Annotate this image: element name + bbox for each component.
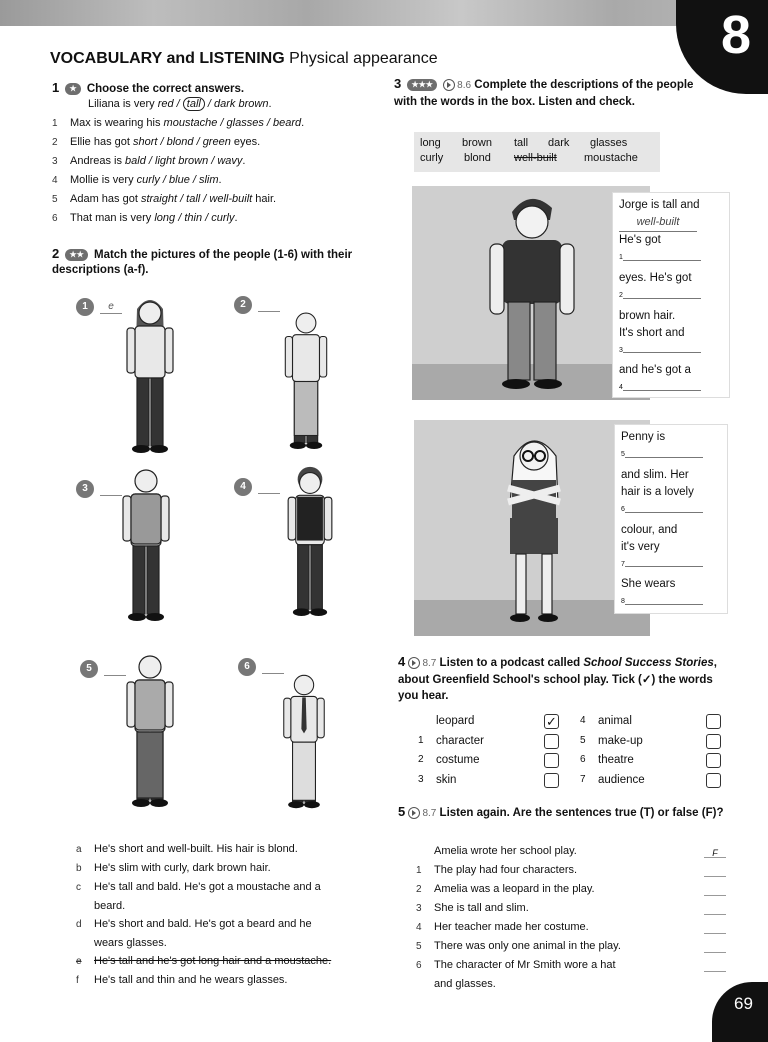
ex1-item-options[interactable]: bald / light brown / wavy [125,155,243,167]
ex1-example-sep: / [173,98,183,110]
ex4-word: make-up [598,734,643,747]
audio-track-icon[interactable] [408,657,420,669]
word-box-item: well-built [514,152,557,164]
ex1-item [52,133,372,152]
gap-8[interactable] [625,602,703,605]
person-1-figure [127,300,173,453]
gap-7[interactable] [625,564,703,567]
jorge-figure [472,190,592,400]
page-number: 69 [734,994,753,1013]
ex4-word: skin [436,773,457,786]
penny-line-1: Penny is [621,431,666,443]
gap-number-4: 4 [619,384,623,392]
description-letter: f [76,975,79,986]
ex1-item-options[interactable]: long / thin / curly [154,212,235,224]
ex1-item-number: 5 [52,194,58,205]
jorge-line-5: and he's got a [619,364,691,377]
gap-number-8: 8 [621,598,625,606]
ex1-item-number: 2 [52,137,58,148]
gap-number-1: 1 [619,254,623,261]
ex2-description-a [76,840,376,859]
ex5-statement [416,861,728,880]
ex5-audio-track: 8.7 [422,808,437,819]
ex1-item-pre: Andreas is [70,155,126,167]
ex3-instruction: Complete the descriptions of the people with the words in the box. Listen and check. [394,79,694,108]
picture-answer-3[interactable] [100,483,122,496]
gap-4[interactable] [623,388,701,391]
ex1-example-pre: Liliana is very [88,98,158,110]
exercise-1 [52,80,372,228]
ex5-answer[interactable] [704,920,726,934]
word-box-item: moustache [584,152,638,164]
word-box-item: dark [548,137,570,149]
ex5-statement-text: Amelia wrote her school play. [434,845,577,857]
unit-number: 8 [720,5,752,65]
description-letter: b [76,863,82,874]
picture-answer-1[interactable]: e [100,301,122,314]
ex1-item-post: . [242,155,246,167]
ex1-item-pre: Max is wearing his [70,117,164,129]
ex5-statement-text: The character of Mr Smith wore a hat [434,959,616,971]
ex5-statement-text-cont: and glasses. [434,978,496,990]
title-bold: VOCABULARY and LISTENING [50,50,285,67]
word-box-item: blond [464,152,491,164]
gap-3[interactable] [623,350,701,353]
ex4-tickbox[interactable] [544,734,559,749]
word-box-item: brown [462,137,492,149]
person-3-figure [123,470,169,621]
jorge-intro: Jorge is tall and [619,199,700,211]
ex4-word: character [436,734,484,747]
ex5-item-number: 4 [416,922,422,933]
ex2-description-d-cont [76,934,376,952]
ex5-item-number: 3 [416,903,422,914]
ex1-item-options[interactable]: moustache / glasses / beard [163,117,302,129]
jorge-example-answer: well-built [619,214,697,232]
ex1-item [52,190,372,209]
jorge-line-2: eyes. He's got [619,271,692,284]
ex4-item-number: 5 [580,734,586,746]
ex2-description-e [76,952,376,971]
ex4-tickbox[interactable]: ✓ [544,714,559,729]
gap-1[interactable] [623,258,701,261]
ex1-item-pre: Ellie has got [70,136,133,148]
ex2-description-b [76,859,376,878]
ex5-answer[interactable] [704,958,726,972]
picture-number: 1 [76,298,94,316]
gap-number-5: 5 [621,451,625,458]
ex1-item-options[interactable]: straight / tall / well-built [140,193,253,205]
ex5-answer[interactable] [704,882,726,896]
description-text: He's short and well-built. His hair is blond. [94,843,298,855]
jorge-line-3: brown hair. [619,309,676,322]
gap-2[interactable] [623,296,701,299]
ex5-statement-cont [416,975,728,994]
exercise-2 [52,246,372,278]
ex1-example-sep2: / [204,98,215,110]
difficulty-1-icon: ★ [65,83,80,95]
gap-number-6: 6 [621,505,625,513]
picture-answer-2[interactable] [258,299,280,312]
ex4-tickbox[interactable] [544,753,559,768]
penny-line-6: She wears [621,578,676,591]
penny-line-3: hair is a lovely [621,485,694,498]
ex4-tickbox[interactable] [706,753,721,768]
ex2-description-d [76,915,376,934]
jorge-text-panel [612,192,730,398]
ex1-item-post: eyes. [230,136,261,148]
ex1-item-number: 3 [52,156,58,167]
ex5-statement-text: There was only one animal in the play. [434,940,621,952]
difficulty-2-icon: ★★ [65,249,87,261]
description-text: He's tall and bald. He's got a moustache and a [94,881,321,893]
picture-answer-4[interactable] [258,481,280,494]
ex5-answer[interactable] [704,863,726,877]
picture-number: 4 [234,478,252,496]
description-text-cont: wears glasses. [94,937,167,949]
ex5-statement [416,918,728,937]
ex1-item-post: hair. [252,193,277,205]
word-box-item: curly [420,152,444,164]
penny-figure [484,426,584,636]
person-4-figure [288,467,332,616]
ex5-statement [416,899,728,918]
title-rest: Physical appearance [289,50,438,67]
ex5-item-number: 2 [416,884,422,895]
description-text-cont: beard. [94,900,126,912]
gap-5[interactable] [625,455,703,458]
gap-number-3: 3 [619,346,623,354]
ex1-item-post: . [218,174,222,186]
ex1-item-post: . [301,117,305,129]
penny-text-panel [614,424,728,614]
word-box-item: glasses [590,137,628,149]
ex4-word: leopard [436,715,475,727]
page-title [50,50,438,68]
ex1-example-opt3: dark brown [214,98,269,110]
ex4-item-number: 7 [580,773,586,785]
exercise-5 [398,804,728,822]
ex3-number: 3 [394,76,402,91]
ex5-item-number: 5 [416,941,422,952]
person-2-figure [285,313,326,449]
ex5-statement [416,937,728,956]
ex4-instruction-pre: Listen to a podcast called [439,657,584,669]
ex2-number: 2 [52,246,60,261]
ex1-number: 1 [52,80,60,95]
ex4-item-number: 6 [580,754,586,765]
ex4-instruction-post: , about Greenfield School's school play. Tick (✓) the words you hear. [398,657,717,702]
picture-label-4 [234,478,280,496]
ex1-item-options[interactable]: short / blond / green [132,136,231,148]
ex4-tickbox[interactable] [706,714,721,729]
gap-number-2: 2 [619,291,623,299]
description-letter: c [76,882,81,893]
ex5-item-number: 1 [416,865,422,876]
ex1-example-post: . [268,98,272,110]
description-text: He's tall and he's got long hair and a moustache. [94,955,332,967]
picture-number: 6 [238,658,256,676]
ex1-instruction: Choose the correct answers. [86,83,245,95]
ex1-item [52,209,372,228]
ex5-item-number: 6 [416,960,422,971]
ex4-instruction-title: School Success Stories [583,657,714,669]
ex2-descriptions [76,840,376,990]
word-box-item: tall [514,137,529,149]
ex2-description-c-cont [76,897,376,915]
ex4-word: costume [436,754,480,766]
ex5-answer[interactable] [704,901,726,915]
penny-line-4: colour, and [621,523,678,536]
ex5-statement-text: The play had four characters. [434,864,578,876]
description-text: He's slim with curly, dark brown hair. [94,862,271,874]
ex2-description-f [76,971,376,990]
ex5-statement-text: Her teacher made her costume. [434,921,589,933]
ex1-item [52,114,372,133]
audio-track-icon[interactable] [443,79,455,91]
ex2-description-c [76,878,376,897]
description-letter: d [76,919,82,930]
picture-answer-6[interactable] [262,661,284,674]
description-text: He's short and bald. He's got a beard and he [94,918,312,930]
ex4-word: animal [598,715,632,727]
ex1-example-opt1: red [157,98,174,110]
description-letter: e [76,956,82,967]
ex2-instruction: Match the pictures of the people (1-6) with their descriptions (a-f). [52,249,353,276]
ex4-item-number: 3 [418,773,424,785]
ex5-statement [416,842,728,861]
ex1-item-pre: That man is very [70,212,155,224]
gap-number-7: 7 [621,560,625,568]
ex1-item-options[interactable]: curly / blue / slim [136,174,219,186]
ex5-instruction: Listen again. Are the sentences true (T) or false (F)? [439,807,724,819]
ex1-example [88,95,372,114]
ex1-item [52,171,372,190]
picture-number: 3 [76,480,94,498]
ex5-answer[interactable] [704,939,726,953]
description-letter: a [76,844,82,855]
picture-label-3 [76,480,122,498]
picture-label-6 [238,658,284,676]
ex5-statement [416,880,728,899]
difficulty-3-icon: ★★★ [407,79,437,91]
ex1-item-number: 6 [52,213,58,224]
ex4-word: theatre [598,754,634,766]
ex1-item-number: 1 [52,118,58,129]
exercise-4 [398,654,720,704]
penny-line-2: and slim. Her [621,468,689,481]
ex4-number: 4 [398,654,406,669]
person-5-figure [127,656,173,807]
ex5-statements [416,842,728,994]
picture-number: 2 [234,296,252,314]
jorge-line-4: It's short and [619,326,685,339]
jorge-line-1: He's got [619,234,661,246]
picture-label-5 [80,660,126,678]
header-band [0,0,768,26]
gap-6[interactable] [625,510,703,513]
ex4-item-number: 2 [418,754,424,765]
ex4-item-number: 4 [580,715,586,726]
ex1-item-pre: Adam has got [70,193,141,205]
ex4-tickbox[interactable] [544,773,559,788]
ex5-number: 5 [398,804,406,819]
ex4-item-number: 1 [418,734,424,746]
ex1-example-answer: tall [183,97,205,111]
word-box [414,132,660,172]
ex5-statement-text: Amelia was a leopard in the play. [434,883,595,895]
ex1-item-pre: Mollie is very [70,174,137,186]
ex1-item-post: . [234,212,238,224]
penny-line-5: it's very [621,540,660,553]
ex4-tickbox[interactable] [706,734,721,749]
ex4-audio-track: 8.7 [422,658,437,669]
ex5-statement [416,956,728,975]
picture-label-2 [234,296,280,314]
ex1-items [52,114,372,228]
ex4-word: audience [598,773,645,786]
picture-label-1 [76,298,122,316]
exercise-3 [394,76,704,110]
word-box-item: long [420,137,441,149]
ex1-item-number: 4 [52,175,58,186]
ex4-tickbox[interactable] [706,773,721,788]
picture-answer-5[interactable] [104,663,126,676]
ex5-answer[interactable]: F [704,844,726,858]
audio-track-icon[interactable] [408,807,420,819]
picture-number: 5 [80,660,98,678]
ex3-audio-track: 8.6 [457,80,472,91]
description-text: He's tall and thin and he wears glasses. [94,974,288,986]
ex5-statement-text: She is tall and slim. [434,902,529,914]
person-6-figure [284,675,324,808]
ex1-item [52,152,372,171]
ex2-illustrations [0,285,380,825]
